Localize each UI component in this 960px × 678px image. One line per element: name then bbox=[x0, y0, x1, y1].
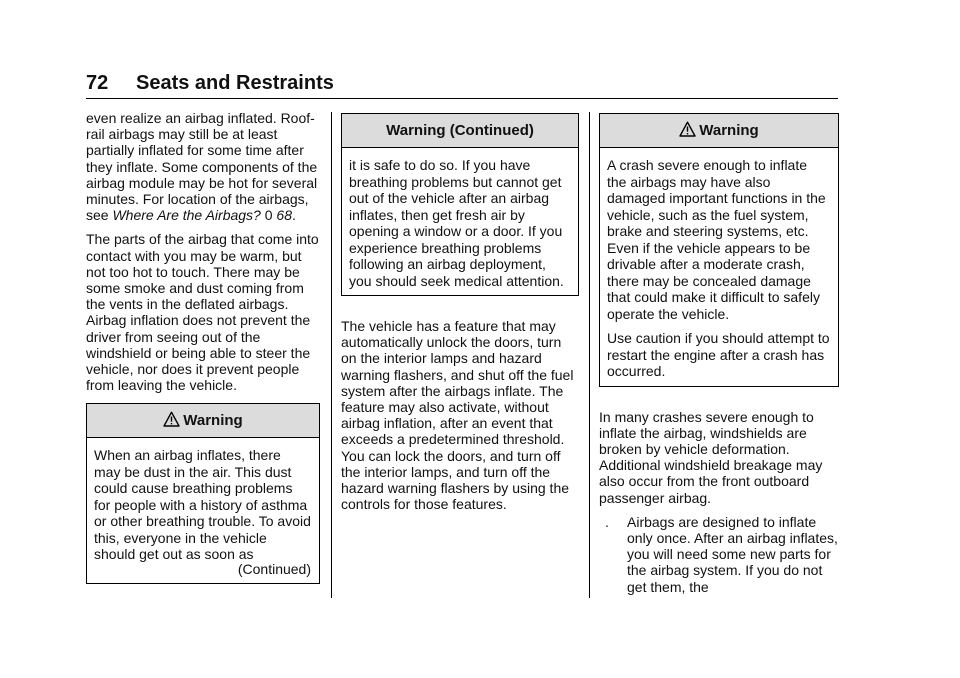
period: . bbox=[292, 207, 296, 224]
header-rule bbox=[86, 98, 838, 99]
paragraph bbox=[86, 110, 320, 223]
warning-title: Warning (Continued) bbox=[386, 122, 534, 139]
column-divider bbox=[589, 112, 590, 598]
column-2 bbox=[341, 113, 579, 520]
warning-triangle-icon bbox=[679, 121, 696, 137]
paragraph: In many crashes severe enough to inflate the airbag, windshields are broken by vehicle deformation. Additional windshield breakage may also occur from the front outboard passenger airbag. bbox=[599, 408, 823, 506]
paragraph-text: even realize an airbag inflated. Roof-rail airbags may still be at least partially inflated for some time after they inflate. Some components of the airbag module may be hot for several minutes. For location of the airbags, see bbox=[86, 110, 318, 224]
column-1 bbox=[86, 110, 320, 584]
warning-text: A crash severe enough to inflate the airbags may have also damaged important functions in the vehicle, such as the fuel system, brake and steering systems, etc. Even if the vehicle appears to be drivable after a moderate crash, there may be concealed damage that could make it difficult to safely operate the vehicle. bbox=[607, 157, 826, 322]
warning-text: it is safe to do so. If you have breathing problems but cannot get out of the vehicle after an airbag inflates, then get fresh air by opening a window or a door. If you experience breathing problems following an airbag deployment, you should seek medical attention. bbox=[349, 157, 564, 289]
warning-box bbox=[599, 113, 839, 387]
page-header bbox=[86, 72, 838, 94]
warning-triangle-icon bbox=[163, 411, 180, 427]
list-item-text: Airbags are designed to inflate only once. After an airbag inflates, you will need some new parts for the airbag system. If you do not get them, the bbox=[627, 513, 838, 595]
paragraph: The parts of the airbag that come into contact with you may be warm, but not too hot to touch. There may be some smoke and dust coming from the vents in the deflated airbags. Airbag inflation does not prevent the driver from seeing out of the windshield or being able to steer the vehicle, nor does it prevent people from leaving the vehicle. bbox=[86, 231, 319, 394]
warning-header bbox=[600, 114, 838, 148]
page-ref-icon: 0 bbox=[264, 207, 273, 224]
warning-body bbox=[600, 148, 838, 386]
warning-body bbox=[87, 438, 319, 583]
paragraph: The vehicle has a feature that may automatically unlock the doors, turn on the interior lamps and hazard warning flashers, and shut off the fuel system after the airbags inflate. The feature may also activate, without airbag inflation, after an event that exceeds a predetermined threshold. You can lock the doors, and turn off the interior lamps, and turn off the hazard warning flashers by using the controls for those features. bbox=[341, 318, 574, 513]
page-ref-number[interactable]: 68 bbox=[276, 207, 292, 224]
warning-header bbox=[342, 114, 578, 148]
warning-text: Use caution if you should attempt to restart the engine after a crash has occurred. bbox=[607, 330, 830, 379]
warning-title: Warning bbox=[183, 412, 243, 430]
warning-title: Warning bbox=[699, 122, 759, 139]
warning-text: When an airbag inflates, there may be dust in the air. This dust could cause breathing problems for people with a history of asthma or other breathing trouble. To avoid this, everyone in the vehicle should get out as soon as bbox=[94, 447, 311, 563]
warning-header bbox=[87, 404, 319, 438]
cross-reference-link[interactable]: Where Are the Airbags? bbox=[112, 207, 261, 224]
column-divider bbox=[331, 112, 332, 598]
bullet-marker: . bbox=[605, 513, 609, 530]
list-item bbox=[599, 514, 839, 595]
warning-box bbox=[86, 403, 320, 584]
column-3 bbox=[599, 113, 839, 595]
page-number: 72 bbox=[86, 72, 109, 94]
warning-box bbox=[341, 113, 579, 296]
section-title: Seats and Restraints bbox=[136, 72, 334, 94]
continued-label: (Continued) bbox=[237, 560, 311, 577]
warning-body bbox=[342, 148, 578, 295]
